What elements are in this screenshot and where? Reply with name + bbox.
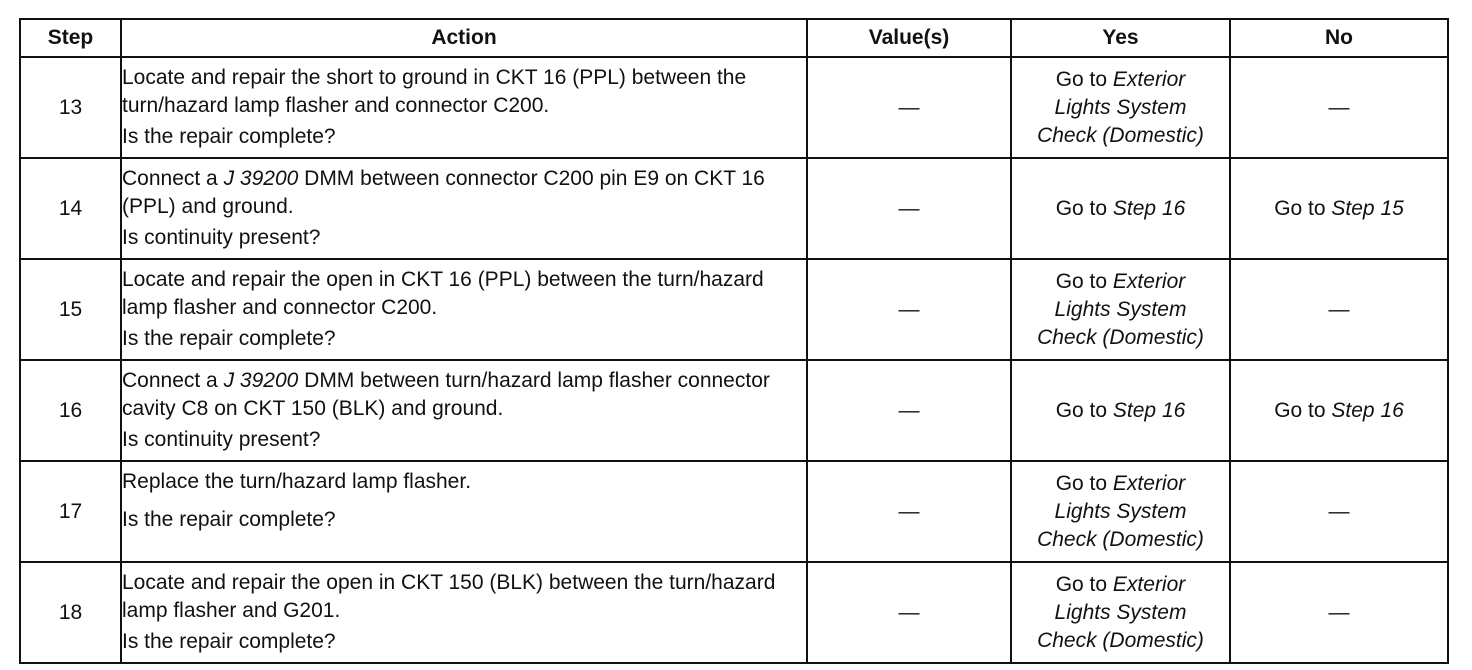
action-question: Is the repair complete? xyxy=(122,630,336,653)
yes-cell xyxy=(1011,562,1230,663)
yes-link-part[interactable]: Exterior xyxy=(1112,67,1186,91)
value-cell: — xyxy=(807,57,1011,158)
yes-link-part[interactable]: Lights System xyxy=(1054,297,1187,321)
table-row xyxy=(20,360,1448,461)
action-question: Is continuity present? xyxy=(122,226,321,249)
goto-text: Go to xyxy=(1055,67,1108,91)
goto-text: Go to xyxy=(1055,471,1108,495)
table-row xyxy=(20,259,1448,360)
yes-link-part[interactable]: Exterior xyxy=(1112,471,1186,495)
tool-name: J 39200 xyxy=(223,369,299,392)
action-cell xyxy=(121,360,807,461)
step-number: 14 xyxy=(20,158,121,259)
value-cell: — xyxy=(807,461,1011,562)
yes-link-part[interactable]: Lights System xyxy=(1054,600,1187,624)
action-cell xyxy=(121,259,807,360)
value-cell: — xyxy=(807,360,1011,461)
no-cell: — xyxy=(1230,562,1448,663)
step-number: 13 xyxy=(20,57,121,158)
yes-link-part[interactable]: Check (Domestic) xyxy=(1037,325,1204,349)
action-question: Is the repair complete? xyxy=(122,327,336,350)
header-no: No xyxy=(1230,19,1448,57)
goto-text: Go to xyxy=(1055,269,1108,293)
header-step: Step xyxy=(20,19,121,57)
yes-step-link[interactable]: Step 16 xyxy=(1112,196,1186,220)
value-cell: — xyxy=(807,259,1011,360)
header-action: Action xyxy=(121,19,807,57)
action-question: Is the repair complete? xyxy=(122,125,336,148)
action-text: Locate and repair the open in CKT 16 (PPL) between the turn/hazard lamp flasher and connector C200. xyxy=(122,268,764,319)
diagnostic-table xyxy=(19,18,1449,664)
yes-step-link[interactable]: Step 16 xyxy=(1112,398,1186,422)
no-cell: — xyxy=(1230,259,1448,360)
action-text: Connect a J 39200 DMM between turn/hazard lamp flasher connector cavity C8 on CKT 150 (BLK) and ground. xyxy=(122,369,770,420)
step-number: 15 xyxy=(20,259,121,360)
header-values: Value(s) xyxy=(807,19,1011,57)
goto-text: Go to xyxy=(1055,398,1108,422)
step-number: 16 xyxy=(20,360,121,461)
yes-cell xyxy=(1011,360,1230,461)
no-cell xyxy=(1230,158,1448,259)
no-step-link[interactable]: Step 16 xyxy=(1331,398,1404,422)
no-cell: — xyxy=(1230,57,1448,158)
yes-link-part[interactable]: Lights System xyxy=(1054,95,1187,119)
yes-link-part[interactable]: Check (Domestic) xyxy=(1037,527,1204,551)
yes-link-part[interactable]: Check (Domestic) xyxy=(1037,628,1204,652)
yes-cell xyxy=(1011,461,1230,562)
action-text: Replace the turn/hazard lamp flasher. xyxy=(122,470,472,493)
action-cell xyxy=(121,562,807,663)
goto-text: Go to xyxy=(1055,572,1108,596)
yes-cell xyxy=(1011,259,1230,360)
step-number: 17 xyxy=(20,461,121,562)
tool-name: J 39200 xyxy=(223,167,299,190)
yes-link-part[interactable]: Lights System xyxy=(1054,499,1187,523)
goto-text: Go to xyxy=(1055,196,1108,220)
no-step-link[interactable]: Step 15 xyxy=(1331,196,1404,220)
step-number: 18 xyxy=(20,562,121,663)
action-question: Is the repair complete? xyxy=(122,508,336,531)
action-text: Locate and repair the short to ground in CKT 16 (PPL) between the turn/hazard lamp flasher and connector C200. xyxy=(122,66,747,117)
table-row xyxy=(20,57,1448,158)
table-row xyxy=(20,562,1448,663)
yes-link-part[interactable]: Exterior xyxy=(1112,269,1186,293)
goto-text: Go to xyxy=(1274,196,1326,220)
table-row xyxy=(20,461,1448,562)
action-text: Locate and repair the open in CKT 150 (BLK) between the turn/hazard lamp flasher and G201. xyxy=(122,571,776,622)
action-cell xyxy=(121,57,807,158)
action-cell xyxy=(121,461,807,562)
yes-link-part[interactable]: Check (Domestic) xyxy=(1037,123,1204,147)
action-text: Connect a J 39200 DMM between connector C200 pin E9 on CKT 16 (PPL) and ground. xyxy=(122,167,765,218)
no-cell xyxy=(1230,360,1448,461)
action-question: Is continuity present? xyxy=(122,428,321,451)
table-row xyxy=(20,158,1448,259)
yes-cell xyxy=(1011,57,1230,158)
goto-text: Go to xyxy=(1274,398,1326,422)
value-cell: — xyxy=(807,562,1011,663)
action-cell xyxy=(121,158,807,259)
header-yes: Yes xyxy=(1011,19,1230,57)
no-cell: — xyxy=(1230,461,1448,562)
yes-link-part[interactable]: Exterior xyxy=(1112,572,1186,596)
header-row xyxy=(20,19,1448,57)
value-cell: — xyxy=(807,158,1011,259)
yes-cell xyxy=(1011,158,1230,259)
